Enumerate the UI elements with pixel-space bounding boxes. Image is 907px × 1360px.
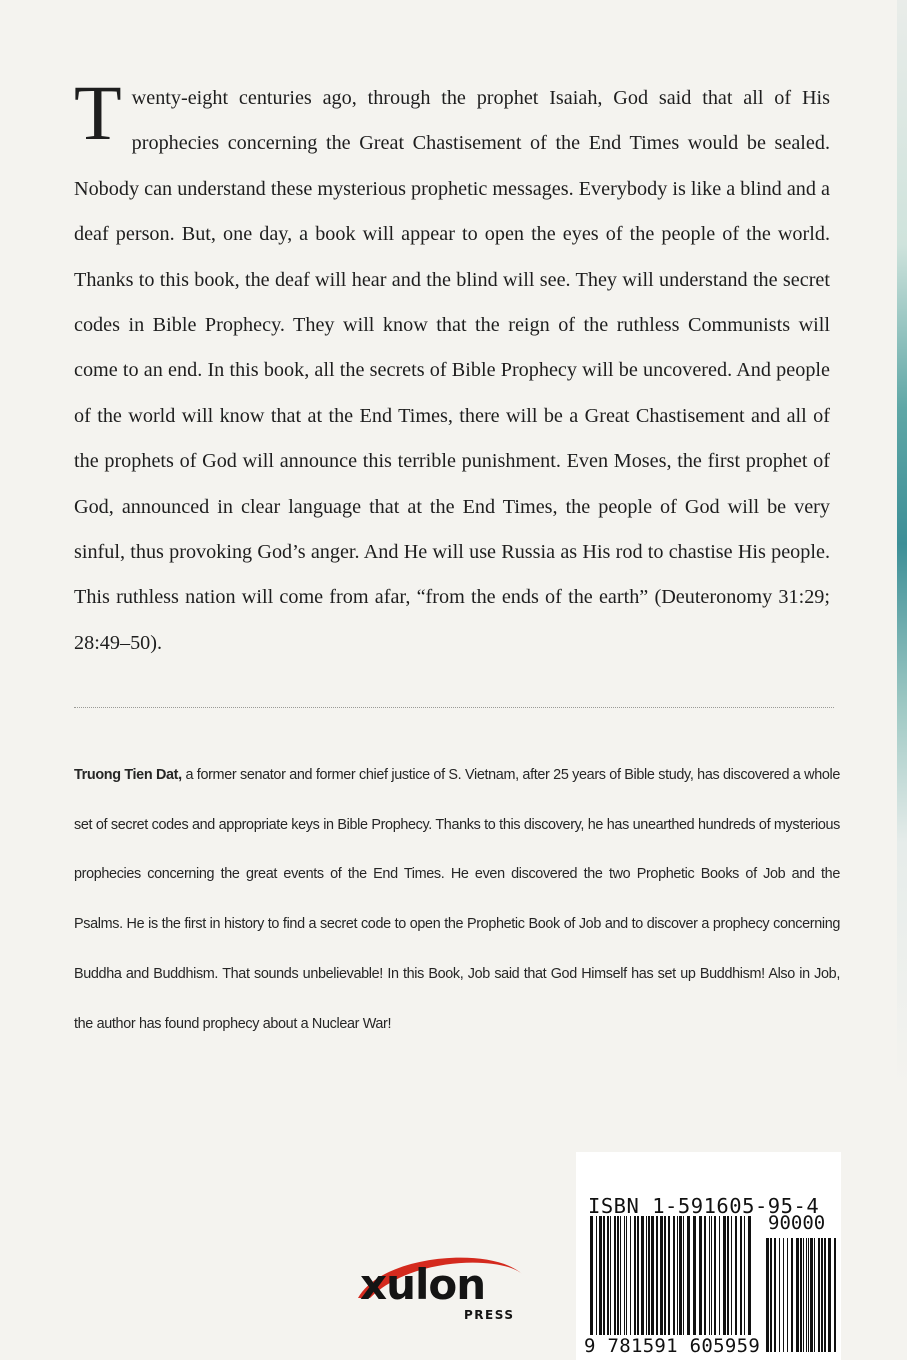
barcode-bar xyxy=(714,1216,716,1352)
drop-cap: T xyxy=(74,69,122,156)
dotted-divider xyxy=(74,707,834,708)
barcode-bar xyxy=(603,1216,605,1352)
barcode-bar xyxy=(808,1238,809,1352)
barcode-bar xyxy=(646,1216,647,1352)
barcode-bar xyxy=(834,1238,836,1352)
barcode-bar xyxy=(683,1216,684,1352)
barcode-bar xyxy=(723,1216,726,1352)
publisher-name: xulon xyxy=(360,1260,486,1309)
barcode-bar xyxy=(624,1216,625,1352)
barcode-bar xyxy=(806,1238,807,1352)
barcode-bar xyxy=(803,1238,804,1352)
barcode-bar xyxy=(660,1216,663,1352)
isbn-label: ISBN 1-591605-95-4 xyxy=(588,1194,820,1218)
barcode-bar xyxy=(711,1216,712,1352)
barcode-bar xyxy=(590,1216,593,1352)
barcode-bar xyxy=(699,1216,702,1352)
isbn-barcode xyxy=(576,1152,841,1360)
barcode-bar xyxy=(651,1216,654,1352)
barcode-bar xyxy=(783,1238,784,1352)
barcode-bar xyxy=(687,1216,690,1352)
barcode-bar xyxy=(656,1216,658,1352)
back-cover-blurb xyxy=(74,69,830,666)
barcode-bar xyxy=(679,1216,682,1352)
barcode-bar xyxy=(735,1216,737,1352)
ean-number: 9 781591 605959 xyxy=(584,1335,761,1357)
barcode-bar xyxy=(607,1216,609,1352)
barcode-bar xyxy=(626,1216,627,1352)
barcode-bar xyxy=(637,1216,639,1352)
barcode-bar xyxy=(614,1216,616,1352)
barcode-bar xyxy=(677,1216,678,1352)
barcode-bar xyxy=(779,1238,780,1352)
barcode-bar xyxy=(787,1238,788,1352)
barcode-bar xyxy=(821,1238,823,1352)
barcode-bar xyxy=(693,1216,696,1352)
barcode-bar xyxy=(740,1216,742,1352)
barcode-bar xyxy=(634,1216,636,1352)
cover-edge-artwork xyxy=(897,0,907,1360)
barcode-bar xyxy=(673,1216,675,1352)
publisher-imprint: PRESS xyxy=(464,1308,515,1322)
price-addon-number: 90000 xyxy=(768,1212,826,1234)
barcode-bar xyxy=(641,1216,644,1352)
barcode-bar xyxy=(704,1216,706,1352)
barcode-bar xyxy=(596,1216,597,1352)
barcode-bar xyxy=(617,1216,619,1352)
barcode-bar xyxy=(766,1238,769,1352)
barcode-bar xyxy=(800,1238,802,1352)
barcode-bar xyxy=(630,1216,631,1352)
barcode-bar xyxy=(818,1238,820,1352)
publisher-logo xyxy=(352,1248,532,1328)
barcode-bar xyxy=(727,1216,729,1352)
barcode-bar xyxy=(664,1216,666,1352)
author-bio xyxy=(74,751,840,1049)
author-bio-text: a former senator and former chief justice of S. Vietnam, after 25 years of Bible study, has discovered a whole set of secret codes and appropriate keys in Bible Prophecy. Thanks to this discovery, he has unearthed hundreds of mysterious prophecies concerning the great events of the End Times. He even discovered the two Prophetic Books of Job and the Psalms. He is the first in history to find a secret code to open the Prophetic Book of Job and to discover a prophecy concerning Buddha and Buddhism. That sounds unbelievable! In this Book, Job said that God Himself has set up Buddhism! Also in Job, the author has found prophecy about a Nuclear War! xyxy=(74,767,841,1032)
barcode-bars xyxy=(576,1152,841,1360)
barcode-bar xyxy=(648,1216,650,1352)
barcode-bar xyxy=(620,1216,621,1352)
barcode-bar xyxy=(599,1216,602,1352)
barcode-bar xyxy=(814,1238,815,1352)
barcode-bar xyxy=(810,1238,813,1352)
barcode-bar xyxy=(748,1216,751,1352)
barcode-bar xyxy=(731,1216,732,1352)
barcode-bar xyxy=(791,1238,793,1352)
barcode-bar xyxy=(668,1216,670,1352)
barcode-bar xyxy=(709,1216,710,1352)
barcode-bar xyxy=(719,1216,720,1352)
barcode-bar xyxy=(774,1238,776,1352)
blurb-text: wenty-eight centuries ago, through the prophet Isaiah, God said that all of His prophecies concerning the Great Chastisement of the End Times would be sealed. Nobody can understand these mysterious prophetic messages. Everybody is like a blind and a deaf person. But, one day, a book will appear to open the eyes of the people of the world. Thanks to this book, the deaf will hear and the blind will see. They will understand the secret codes in Bible Prophecy. They will know that the reign of the ruthless Communists will come to an end. In this book, all the secrets of Bible Prophecy will be uncovered. And people of the world will know that at the End Times, there will be a Great Chastisement and all of the prophets of God will announce this terrible punishment. Even Moses, the first prophet of God, announced in clear language that at the End Times, the people of God will be very sinful, thus provoking God’s anger. And He will use Russia as His rod to chastise His people. This ruthless nation will come from afar, “from the ends of the earth” (Deuteronomy 31:29; 28:49–50). xyxy=(74,87,830,654)
barcode-bar xyxy=(744,1216,745,1352)
author-name: Truong Tien Dat, xyxy=(74,767,182,783)
barcode-bar xyxy=(828,1238,831,1352)
barcode-bar xyxy=(770,1238,772,1352)
barcode-bar xyxy=(610,1216,611,1352)
barcode-bar xyxy=(824,1238,826,1352)
barcode-bar xyxy=(796,1238,799,1352)
